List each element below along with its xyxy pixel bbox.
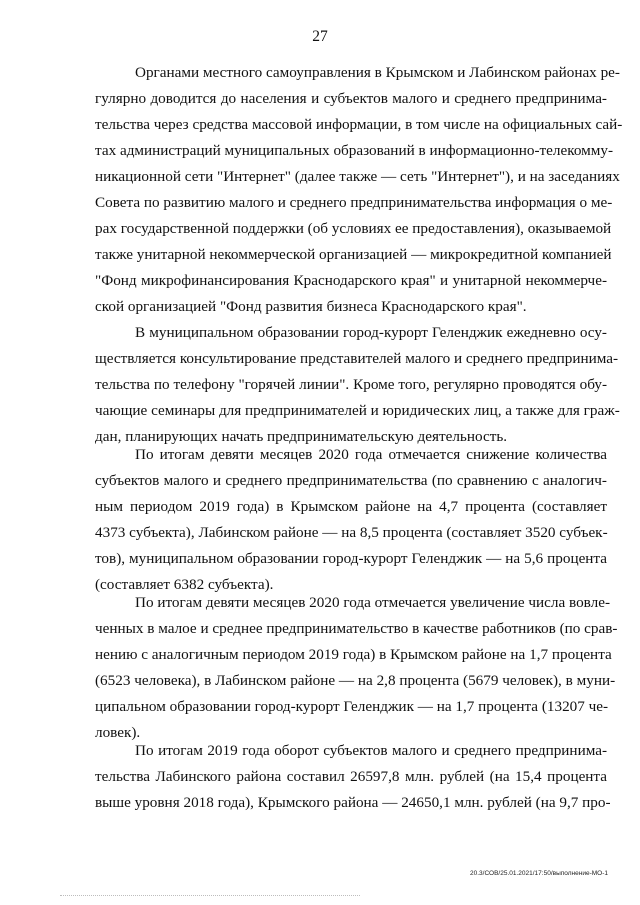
paragraph-5 — [95, 738, 611, 816]
paragraph-line: Совета по развитию малого и среднего предпринимательства информация о ме- — [95, 194, 613, 211]
paragraph-line: Органами местного самоуправления в Крымском и Лабинском районах ре- — [135, 64, 620, 81]
paragraph-line: нению с аналогичным периодом 2019 года) в Крымском районе на 1,7 процента — [95, 646, 612, 663]
paragraph-2 — [95, 320, 620, 450]
paragraph-line: рах государственной поддержки (об условиях ее предоставления), оказываемой — [95, 220, 612, 237]
paragraph-line: тельства Лабинского района составил 26597,8 млн. рублей (на 15,4 процента — [95, 768, 607, 785]
paragraph-line: "Фонд микрофинансирования Краснодарского края" и унитарной некоммерче- — [95, 272, 607, 289]
paragraph-line: тельства по телефону "горячей линии". Кроме того, регулярно проводятся обу- — [95, 376, 607, 393]
paragraph-line: чающие семинары для предпринимателей и юридических лиц, а также для граж- — [95, 402, 620, 419]
paragraph-line: дан, планирующих начать предпринимательскую деятельность. — [95, 428, 508, 445]
paragraph-line: тов), муниципальном образовании город-курорт Геленджик — на 5,6 процента — [95, 550, 607, 567]
page-number: 27 — [312, 28, 328, 45]
paragraph-line: (составляет 6382 субъекта). — [95, 576, 274, 593]
paragraph-3 — [95, 442, 607, 598]
paragraph-line: (6523 человека), в Лабинском районе — на 2,8 процента (5679 человек), в муни- — [95, 672, 616, 689]
paragraph-line: В муниципальном образовании город-курорт Геленджик ежедневно осу- — [135, 324, 607, 341]
paragraph-line: ловек). — [95, 724, 141, 741]
paragraph-line: ченных в малое и среднее предпринимательство в качестве работников (по срав- — [95, 620, 618, 637]
paragraph-line: По итогам девяти месяцев 2020 года отмечается увеличение числа вовле- — [135, 594, 611, 611]
paragraph-line: ципальном образовании город-курорт Геленджик — на 1,7 процента (13207 че- — [95, 698, 609, 715]
paragraph-1 — [95, 60, 623, 320]
paragraph-line: тельства через средства массовой информации, в том числе на официальных сай- — [95, 116, 623, 133]
paragraph-line: ской организацией "Фонд развития бизнеса Краснодарского края". — [95, 298, 527, 315]
scan-artifact-line — [60, 895, 360, 897]
paragraph-line: По итогам девяти месяцев 2020 года отмечается снижение количества — [135, 446, 607, 463]
paragraph-line: ществляется консультирование представителей малого и среднего предпринима- — [95, 350, 619, 367]
paragraph-line: выше уровня 2018 года), Крымского района — 24650,1 млн. рублей (на 9,7 про- — [95, 794, 611, 811]
paragraph-line: ным периодом 2019 года) в Крымском районе на 4,7 процента (составляет — [95, 498, 607, 515]
footer-document-code: 20.3/СОВ/25.01.2021/17:50/выполнение-МО-1 — [470, 870, 608, 877]
paragraph-line: также унитарной некоммерческой организацией — микрокредитной компанией — [95, 246, 612, 263]
paragraph-line: никационной сети "Интернет" (далее также — сеть "Интернет"), и на заседаниях — [95, 168, 620, 185]
paragraph-4 — [95, 590, 618, 746]
paragraph-line: субъектов малого и среднего предпринимательства (по сравнению с аналогич- — [95, 472, 607, 489]
paragraph-line: гулярно доводится до населения и субъектов малого и среднего предпринима- — [95, 90, 607, 107]
paragraph-line: По итогам 2019 года оборот субъектов малого и среднего предпринима- — [135, 742, 607, 759]
paragraph-line: 4373 субъекта), Лабинском районе — на 8,5 процента (составляет 3520 субъек- — [95, 524, 608, 541]
paragraph-line: тах администраций муниципальных образований в информационно-телекомму- — [95, 142, 613, 159]
